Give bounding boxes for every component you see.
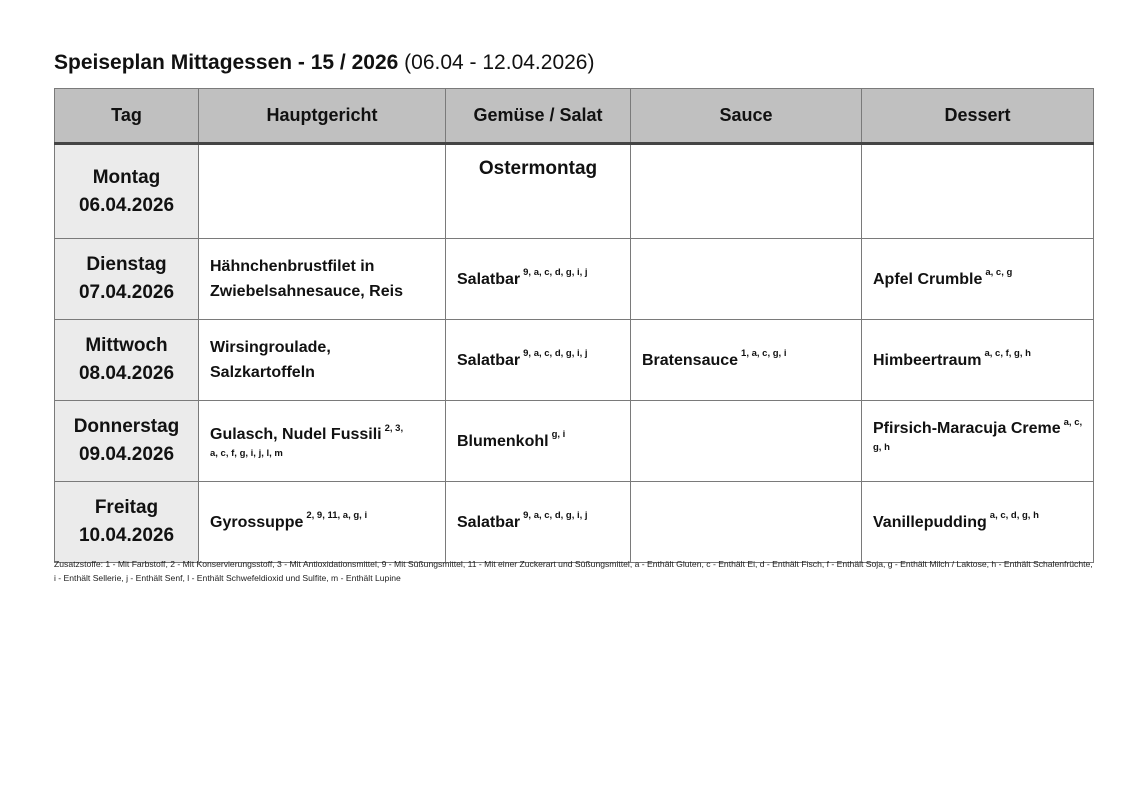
day-name: Dienstag (86, 254, 167, 275)
day-date: 08.04.2026 (78, 363, 175, 384)
dessert-cell (862, 144, 1094, 239)
allergen-codes: 2, 3, (384, 422, 404, 434)
allergen-codes: a, c, d, g, h (989, 510, 1039, 522)
day-date: 07.04.2026 (78, 282, 175, 303)
allergen-codes: g, i (551, 429, 566, 441)
dessert-cell (862, 320, 1094, 401)
main-dish-cell (199, 401, 446, 482)
vegetable-cell (446, 482, 631, 563)
main-dish-cell (199, 482, 446, 563)
sauce-cell (631, 482, 862, 563)
header-gemuese-salat: Gemüse / Salat (446, 89, 631, 144)
vegetable-dish: Blumenkohl (457, 432, 549, 450)
day-name: Freitag (94, 497, 159, 518)
vegetable-cell (446, 401, 631, 482)
title-date-range: (06.04 - 12.04.2026) (404, 51, 595, 74)
allergen-codes: a, c, f, g, h (984, 348, 1031, 360)
main-dish-cell (199, 320, 446, 401)
dessert-cell (862, 239, 1094, 320)
allergen-codes: a, c, g (985, 267, 1013, 279)
additives-footnote: Zusatzstoffe: 1 - Mit Farbstoff, 2 - Mit Konservierungsstoff, 3 - Mit Antioxidationsmittel, 9 - Mit Süßungsmittel, 11 - Mit einer Zuckerart und Süßungsmittel, a - Enthält Gluten, c - Enthält Ei, d - Enthält Fisch, f - Enthält Soja, g - Enthält Milch / Laktose, h - Enthält Schalenfrüchte, i - Enthält Sellerie, j - Enthält Senf, l - Enthält Schwefeldioxid und Sulfite, m - Enthält Lupine (54, 559, 1093, 583)
vegetable-cell (446, 239, 631, 320)
sauce-cell (631, 401, 862, 482)
dessert-cell (862, 482, 1094, 563)
main-dish-cell (199, 144, 446, 239)
sauce-dish: Bratensauce (642, 351, 739, 369)
day-name: Donnerstag (73, 416, 180, 437)
vegetable-dish: Salatbar (457, 351, 521, 369)
dessert-dish: Himbeertraum (873, 351, 982, 369)
holiday-label: Ostermontag (478, 158, 598, 179)
table-row (55, 401, 1094, 482)
allergen-codes-continued: a, c, f, g, i, j, l, m (210, 448, 283, 459)
allergen-codes: 9, a, c, d, g, i, j (523, 510, 588, 522)
day-cell (55, 320, 199, 401)
main-dish: Hähnchenbrustfilet in Zwiebelsahnesauce, Reis (210, 258, 403, 300)
table-row (55, 320, 1094, 401)
dessert-cell (862, 401, 1094, 482)
header-dessert: Dessert (862, 89, 1094, 144)
table-row (55, 482, 1094, 563)
main-dish: Gyrossuppe (210, 513, 304, 531)
main-dish: Gulasch, Nudel Fussili (210, 426, 382, 443)
day-cell (55, 144, 199, 239)
sauce-cell (631, 144, 862, 239)
title-main: Speiseplan Mittagessen - 15 / 2026 (54, 51, 399, 74)
vegetable-dish: Salatbar (457, 270, 521, 288)
sauce-cell (631, 239, 862, 320)
allergen-codes: 2, 9, 11, a, g, i (306, 510, 368, 522)
main-dish: Wirsingroulade, Salzkartoffeln (210, 339, 331, 381)
table-row (55, 239, 1094, 320)
day-cell (55, 401, 199, 482)
table-header-row (55, 89, 1094, 144)
header-hauptgericht: Hauptgericht (199, 89, 446, 144)
day-name: Mittwoch (85, 335, 168, 356)
dessert-dish: Apfel Crumble (873, 270, 983, 288)
day-date: 10.04.2026 (78, 525, 175, 546)
allergen-codes: a, c, g, h (873, 416, 1083, 453)
sauce-cell (631, 320, 862, 401)
holiday-cell (446, 144, 631, 239)
day-cell (55, 482, 199, 563)
day-cell (55, 239, 199, 320)
allergen-codes: 9, a, c, d, g, i, j (523, 348, 588, 360)
day-date: 06.04.2026 (78, 194, 175, 216)
menu-table (54, 88, 1094, 563)
vegetable-cell (446, 320, 631, 401)
dessert-dish: Vanillepudding (873, 513, 987, 531)
vegetable-dish: Salatbar (457, 513, 521, 531)
allergen-codes: 9, a, c, d, g, i, j (523, 267, 588, 279)
main-dish-cell (199, 239, 446, 320)
table-row (55, 144, 1094, 239)
day-name: Montag (92, 166, 161, 188)
allergen-codes: 1, a, c, g, i (741, 348, 787, 360)
page-title (54, 49, 594, 77)
dessert-dish: Pfirsich-Maracuja Creme (873, 420, 1061, 437)
header-tag: Tag (55, 89, 199, 144)
header-sauce: Sauce (631, 89, 862, 144)
day-date: 09.04.2026 (78, 444, 175, 465)
